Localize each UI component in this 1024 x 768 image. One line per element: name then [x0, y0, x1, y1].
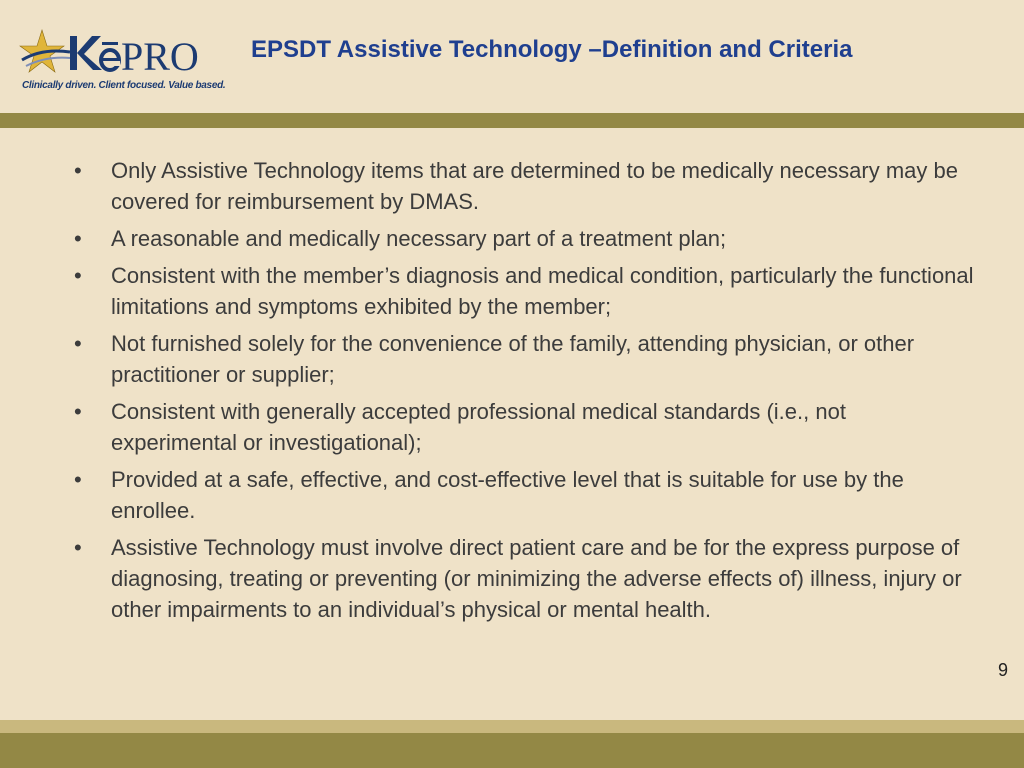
bullet-item: [74, 464, 974, 526]
logo-tagline: Clinically driven. Client focused. Value based.: [22, 80, 226, 91]
bullet-text: Only Assistive Technology items that are determined to be medically necessary may be covered for reimbursement by DMAS.: [111, 158, 958, 214]
bullet-text: Consistent with generally accepted professional medical standards (i.e., not experimental or investigational);: [111, 399, 846, 455]
bullet-item: [74, 328, 974, 390]
bullet-icon: •: [74, 263, 82, 288]
star-icon: [20, 30, 70, 72]
footer-light-bar: [0, 720, 1024, 733]
bullet-icon: •: [74, 226, 82, 251]
bullet-icon: •: [74, 467, 82, 492]
logo-letter-e: [101, 42, 120, 70]
bullet-text: Consistent with the member’s diagnosis and medical condition, particularly the functional limitations and symptoms exhibited by the member;: [111, 263, 974, 319]
bullet-icon: •: [74, 399, 82, 424]
bullet-item: [74, 532, 974, 625]
bullet-text: A reasonable and medically necessary part of a treatment plan;: [111, 226, 727, 251]
bullet-item: [74, 396, 974, 458]
bullet-item: [74, 223, 974, 254]
logo-letter-k: [70, 36, 102, 70]
bullet-item: [74, 155, 974, 217]
footer-dark-bar: [0, 733, 1024, 768]
header-divider-bar: [0, 113, 1024, 128]
kepro-logo: [18, 26, 226, 98]
bullet-list: [74, 155, 974, 631]
bullet-icon: •: [74, 535, 82, 560]
bullet-icon: •: [74, 331, 82, 356]
bullet-text: Assistive Technology must involve direct patient care and be for the express purpose of diagnosing, treating or preventing (or minimizing the adverse effects of) illness, injury or other impairments to an individual’s physical or mental health.: [111, 535, 962, 622]
page-number: 9: [997, 660, 1008, 680]
kepro-logo-graphic: [18, 26, 218, 78]
bullet-icon: •: [74, 158, 82, 183]
bullet-text: Provided at a safe, effective, and cost-effective level that is suitable for use by the enrollee.: [111, 467, 904, 523]
logo-letters-pro: PRO: [121, 34, 199, 78]
slide-title: EPSDT Assistive Technology –Definition and Criteria: [251, 36, 853, 63]
bullet-item: [74, 260, 974, 322]
bullet-text: Not furnished solely for the convenience of the family, attending physician, or other practitioner or supplier;: [111, 331, 915, 387]
